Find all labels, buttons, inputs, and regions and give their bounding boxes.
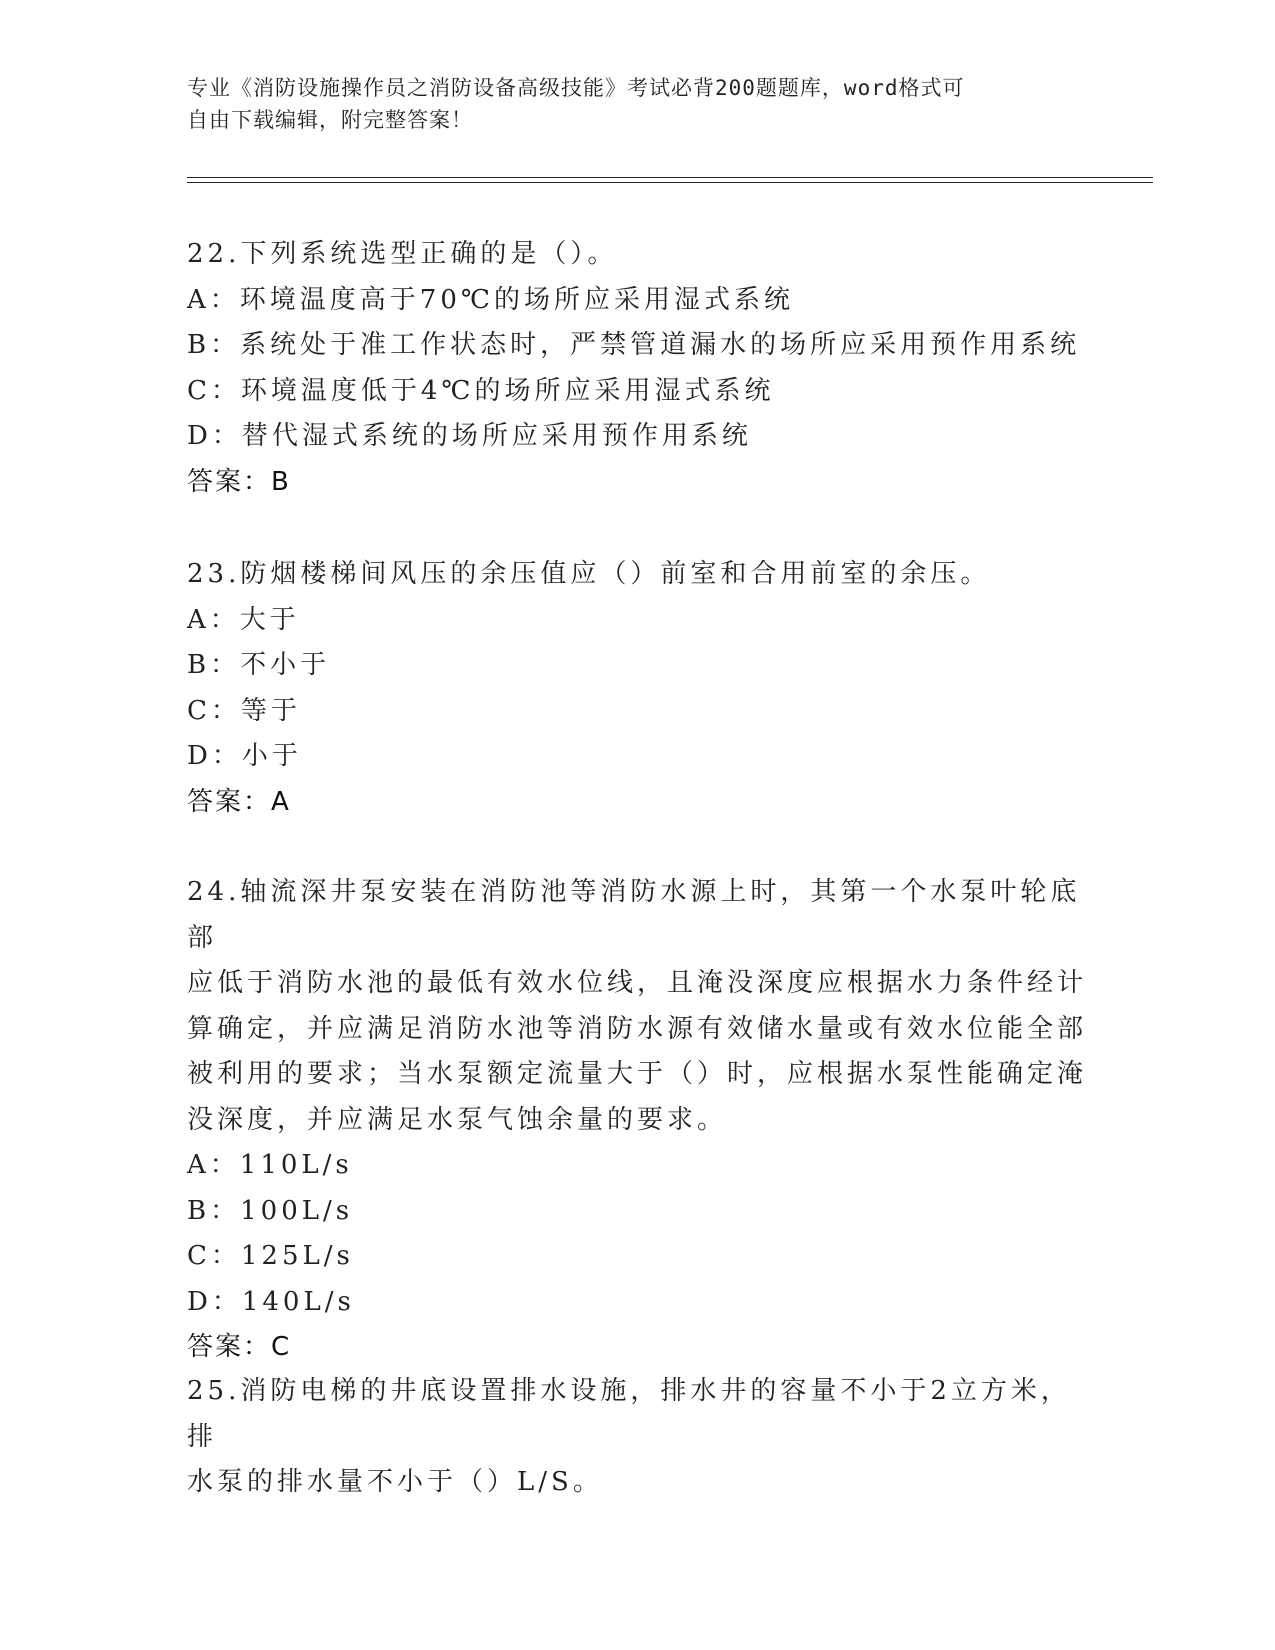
option-b: B：不小于 <box>187 650 331 680</box>
option-d: D：替代湿式系统的场所应采用预作用系统 <box>187 421 752 451</box>
question-25 <box>187 1369 1087 1506</box>
option-c: C：环境温度低于4℃的场所应采用湿式系统 <box>187 375 775 406</box>
question-stem-line: 水泵的排水量不小于（）L/S。 <box>187 1467 603 1497</box>
question-stem-line: 24.轴流深井泵安装在消防池等消防水源上时，其第一个水泵叶轮底部 <box>187 877 1081 953</box>
question-23 <box>187 552 1087 825</box>
header-line-1: 专业《消防设施操作员之消防设备高级技能》考试必背200题题库，word格式可 <box>187 76 965 100</box>
question-stem-line: 没深度，并应满足水泵气蚀余量的要求。 <box>187 1104 728 1135</box>
option-a: A：环境温度高于70℃的场所应采用湿式系统 <box>187 284 794 315</box>
question-stem: 22.下列系统选型正确的是（）。 <box>187 239 618 269</box>
question-stem-line: 算确定，并应满足消防水池等消防水源有效储水量或有效水位能全部 <box>187 1013 1088 1044</box>
header-divider-bottom <box>187 182 1153 183</box>
option-a: A：110L/s <box>187 1150 353 1180</box>
question-22 <box>187 232 1087 505</box>
question-stem-line: 被利用的要求；当水泵额定流量大于（）时，应根据水泵性能确定淹 <box>187 1059 1088 1089</box>
header-divider-top <box>187 177 1153 178</box>
option-c: C：125L/s <box>187 1241 354 1271</box>
option-c: C：等于 <box>187 695 301 726</box>
question-stem-line: 应低于消防水池的最低有效水位线，且淹没深度应根据水力条件经计 <box>187 968 1088 998</box>
question-24 <box>187 870 1087 1371</box>
option-b: B：100L/s <box>187 1195 354 1226</box>
option-a: A：大于 <box>187 604 300 635</box>
document-header <box>187 72 1067 136</box>
answer: 答案：C <box>187 1332 292 1362</box>
option-b: B：系统处于准工作状态时，严禁管道漏水的场所应采用预作用系统 <box>187 330 1081 360</box>
question-stem: 23.防烟楼梯间风压的余压值应（）前室和合用前室的余压。 <box>187 559 991 589</box>
option-d: D：140L/s <box>187 1286 355 1317</box>
answer: 答案：A <box>187 786 291 817</box>
question-stem-line: 25.消防电梯的井底设置排水设施，排水井的容量不小于2立方米，排 <box>187 1376 1071 1452</box>
answer: 答案：B <box>187 466 291 497</box>
option-d: D：小于 <box>187 741 302 771</box>
header-line-2: 自由下载编辑，附完整答案！ <box>187 108 473 132</box>
